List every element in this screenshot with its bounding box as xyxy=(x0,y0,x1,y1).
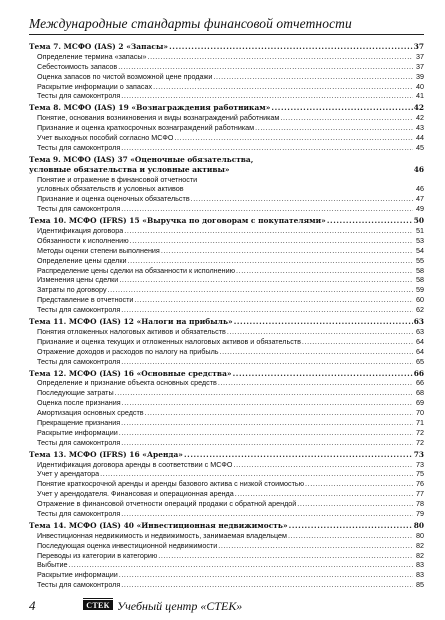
toc-entry-title: Тесты для самоконтроля xyxy=(37,508,121,518)
dot-leader xyxy=(121,438,413,448)
toc-entry-page: 64 xyxy=(416,336,424,346)
toc-entry-title: Признание и оценка оценочных обязательств xyxy=(37,194,190,204)
toc-entry-page: 37 xyxy=(416,61,424,71)
toc-entry xyxy=(29,285,424,295)
toc-entry-page: 41 xyxy=(416,91,424,101)
dot-leader xyxy=(218,541,413,551)
topic-heading-page: 73 xyxy=(413,449,424,459)
toc-entry-page: 53 xyxy=(416,235,424,245)
topic-heading-title: Тема 10. МСФО (IFRS) 15 «Выручка по договорам с покупателями» xyxy=(29,216,326,226)
dot-leader xyxy=(122,398,413,408)
toc-entry-title: Инвестиционная недвижимость и недвижимость, занимаемая владельцем xyxy=(37,530,287,540)
toc-entry xyxy=(29,398,424,408)
toc-entry xyxy=(29,560,424,570)
dot-leader xyxy=(128,256,413,266)
toc-entry xyxy=(29,347,424,357)
dot-leader xyxy=(169,42,413,52)
topic-heading-page: 37 xyxy=(413,42,424,51)
toc-entry-page: 66 xyxy=(416,378,424,388)
toc-entry-title: Понятия отложенных налоговых активов и обязательств xyxy=(37,326,226,336)
toc-entry-page: 47 xyxy=(416,194,424,204)
topic-heading-title: Тема 14. МСФО (IAS) 40 «Инвестиционная недвижимость» xyxy=(29,520,288,530)
toc-entry-page: 63 xyxy=(416,326,424,336)
toc-entry-page: 76 xyxy=(416,479,424,489)
dot-leader xyxy=(161,246,413,256)
dot-leader xyxy=(148,52,413,62)
toc-entry-title: Тесты для самоконтроля xyxy=(37,580,121,590)
toc-entry xyxy=(29,580,424,590)
toc-entry-page: 43 xyxy=(416,123,424,133)
toc-entry-title-line1: Понятие и отражение в финансовой отчетности xyxy=(37,174,198,184)
dot-leader xyxy=(233,369,413,379)
toc-entry-title: Прекращение признания xyxy=(37,417,121,427)
dot-leader xyxy=(115,388,413,398)
toc-entry-page: 83 xyxy=(416,560,424,570)
dot-leader xyxy=(302,337,413,347)
toc-entry xyxy=(29,541,424,551)
topic-heading xyxy=(29,103,424,113)
topic-heading-page: 42 xyxy=(413,103,424,113)
toc-entry xyxy=(29,236,424,246)
toc-entry-title: Отражение доходов и расходов по налогу на прибыль xyxy=(37,346,219,356)
dot-leader xyxy=(327,216,413,226)
toc-entry xyxy=(29,408,424,418)
toc-entry xyxy=(29,378,424,388)
toc-entry-page: 85 xyxy=(416,580,424,590)
toc-entry-title: Распределение цены сделки на обязанности к исполнению xyxy=(37,265,236,275)
toc-entry xyxy=(29,194,424,204)
toc-entry-page: 59 xyxy=(416,285,424,295)
toc-entry-page: 69 xyxy=(416,398,424,408)
dot-leader xyxy=(158,551,413,561)
toc-entry-page: 72 xyxy=(416,427,424,437)
dot-leader xyxy=(213,72,413,82)
toc-entry xyxy=(29,113,424,123)
toc-entry-page: 79 xyxy=(416,508,424,518)
toc-entry-page: 44 xyxy=(416,133,424,143)
toc-entry-page: 51 xyxy=(416,226,424,236)
dot-leader xyxy=(184,450,413,460)
toc-entry-page: 64 xyxy=(416,346,424,356)
toc-entry-page: 60 xyxy=(416,295,424,305)
dot-leader xyxy=(288,531,413,541)
topic-heading xyxy=(29,42,424,52)
toc-entry-title: Выбытие xyxy=(37,560,68,570)
topic-heading-page: 46 xyxy=(413,164,424,174)
toc-entry-page: 45 xyxy=(416,142,424,152)
dot-leader xyxy=(121,509,413,519)
toc-entry-title: Учет выходных пособий согласно МСФО xyxy=(37,133,174,143)
dot-leader xyxy=(153,82,413,92)
toc-entry-page: 40 xyxy=(416,81,424,91)
dot-leader xyxy=(121,580,413,590)
toc-entry xyxy=(29,305,424,315)
toc-entry xyxy=(29,418,424,428)
toc-entry-title: Определение термина «запасы» xyxy=(37,51,147,61)
topic-heading xyxy=(29,369,424,379)
dot-leader xyxy=(69,560,413,570)
dot-leader xyxy=(121,357,413,367)
topic-heading-title: Тема 7. МСФО (IAS) 2 «Запасы» xyxy=(29,42,169,51)
toc-entry-page: 83 xyxy=(416,570,424,580)
dot-leader xyxy=(121,143,413,153)
toc-entry-title: Признание и оценка краткосрочных вознаграждений работникам xyxy=(37,123,255,133)
toc-entry-title: Амортизация основных средств xyxy=(37,408,144,418)
topic-heading-title-line1: Тема 9. МСФО (IAS) 37 «Оценочные обязательства, xyxy=(29,154,254,164)
dot-leader xyxy=(130,236,413,246)
toc-entry xyxy=(29,256,424,266)
toc-entry-title: Методы оценки степени выполнения xyxy=(37,245,160,255)
dot-leader xyxy=(280,113,413,123)
topic-heading xyxy=(29,155,424,175)
toc-entry-title: Раскрытие информации xyxy=(37,570,118,580)
toc-entry-page: 46 xyxy=(416,184,424,194)
toc-entry xyxy=(29,479,424,489)
toc-entry xyxy=(29,489,424,499)
toc-entry xyxy=(29,327,424,337)
toc-entry xyxy=(29,531,424,541)
dot-leader xyxy=(174,133,413,143)
logo-text: СТЕК xyxy=(86,600,110,610)
toc-entry xyxy=(29,62,424,72)
toc-entry-page: 77 xyxy=(416,489,424,499)
topic-heading xyxy=(29,317,424,327)
toc-entry xyxy=(29,295,424,305)
toc-entry xyxy=(29,438,424,448)
toc-entry-title: Себестоимость запасов xyxy=(37,61,118,71)
stek-logo xyxy=(83,600,113,610)
topic-heading-page: 80 xyxy=(413,520,424,530)
topic-heading-page: 63 xyxy=(413,317,424,327)
topic-heading xyxy=(29,450,424,460)
toc-entry-page: 54 xyxy=(416,245,424,255)
toc-entry xyxy=(29,428,424,438)
toc-entry-title: Последующие затраты xyxy=(37,388,114,398)
toc-entry-title: Раскрытие информации о запасах xyxy=(37,81,153,91)
toc-entry-title: Тесты для самоконтроля xyxy=(37,142,121,152)
toc-entry-page: 39 xyxy=(416,71,424,81)
toc-entry xyxy=(29,52,424,62)
dot-leader xyxy=(305,479,413,489)
page-footer xyxy=(29,598,424,614)
topic-heading-title: Тема 12. МСФО (IAS) 16 «Основные средства» xyxy=(29,368,232,378)
dot-leader xyxy=(121,204,413,214)
toc-entry xyxy=(29,337,424,347)
page-number: 4 xyxy=(29,598,36,613)
toc-entry-page: 80 xyxy=(416,530,424,540)
toc-entry xyxy=(29,469,424,479)
toc-entry xyxy=(29,275,424,285)
dot-leader xyxy=(234,317,413,327)
dot-leader xyxy=(235,489,413,499)
topic-heading-title: Тема 8. МСФО (IAS) 19 «Вознаграждения работникам» xyxy=(29,103,271,113)
dot-leader xyxy=(134,295,413,305)
dot-leader xyxy=(220,347,413,357)
dot-leader xyxy=(191,194,413,204)
toc-entry-title: Оценка запасов по чистой возможной цене продажи xyxy=(37,71,213,81)
toc-entry-title-line2: условных обязательств и условных активов xyxy=(37,184,184,194)
toc-entry xyxy=(29,570,424,580)
toc-entry-title: Представление в отчетности xyxy=(37,295,134,305)
dot-leader xyxy=(100,469,413,479)
toc-entry xyxy=(29,551,424,561)
toc-entry xyxy=(29,204,424,214)
toc-entry-page: 58 xyxy=(416,265,424,275)
dot-leader xyxy=(255,123,413,133)
dot-leader xyxy=(119,428,413,438)
dot-leader xyxy=(236,266,413,276)
toc-entry xyxy=(29,133,424,143)
topic-heading-title-line2: условные обязательства и условные активы» xyxy=(29,164,230,174)
topic-heading xyxy=(29,521,424,531)
toc-entry xyxy=(29,499,424,509)
dot-leader xyxy=(227,327,413,337)
toc-entry-title: Оценка после признания xyxy=(37,398,121,408)
toc-entry-title: Тесты для самоконтроля xyxy=(37,305,121,315)
topic-heading-page: 50 xyxy=(413,216,424,226)
toc-entry xyxy=(29,246,424,256)
toc-entry-page: 37 xyxy=(416,51,424,61)
toc-entry-title: Учет у арендодателя. Финансовая и операционная аренда xyxy=(37,489,234,499)
running-header xyxy=(29,6,424,35)
toc-entry-page: 49 xyxy=(416,204,424,214)
toc-entry-title: Идентификация договора xyxy=(37,226,124,236)
toc-entry xyxy=(29,72,424,82)
dot-leader xyxy=(121,305,413,315)
toc-entry-title: Тесты для самоконтроля xyxy=(37,437,121,447)
toc-entry xyxy=(29,460,424,470)
toc-entry-title: Определение цены сделки xyxy=(37,255,127,265)
toc-entry xyxy=(29,226,424,236)
table-of-contents xyxy=(29,42,424,590)
topic-heading-title: Тема 13. МСФО (IFRS) 16 «Аренда» xyxy=(29,449,183,459)
toc-entry-title: Отражение в финансовой отчетности операций продажи с обратной арендой xyxy=(37,499,297,509)
toc-entry-page: 42 xyxy=(416,113,424,123)
toc-entry-title: Понятие, основания возникновения и виды вознаграждений работникам xyxy=(37,113,280,123)
toc-entry-page: 62 xyxy=(416,305,424,315)
toc-entry-title: Тесты для самоконтроля xyxy=(37,204,121,214)
toc-entry xyxy=(29,388,424,398)
dot-leader xyxy=(108,285,413,295)
toc-entry xyxy=(29,357,424,367)
toc-entry-page: 70 xyxy=(416,408,424,418)
toc-entry xyxy=(29,266,424,276)
toc-entry-page: 75 xyxy=(416,469,424,479)
toc-entry-page: 55 xyxy=(416,255,424,265)
toc-entry xyxy=(29,509,424,519)
toc-entry-title: Учет у арендатора xyxy=(37,469,100,479)
dot-leader xyxy=(233,460,413,470)
toc-entry-page: 82 xyxy=(416,550,424,560)
dot-leader xyxy=(119,275,413,285)
topic-heading xyxy=(29,216,424,226)
toc-entry xyxy=(29,82,424,92)
toc-entry-page: 78 xyxy=(416,499,424,509)
dot-leader xyxy=(218,378,413,388)
dot-leader xyxy=(289,521,413,531)
toc-entry-title: Затраты по договору xyxy=(37,285,107,295)
dot-leader xyxy=(145,408,413,418)
toc-entry-title: Понятие краткосрочной аренды и аренды базового актива с низкой стоимостью xyxy=(37,479,305,489)
dot-leader xyxy=(121,418,413,428)
publisher-name: Учебный центр «СТЕК» xyxy=(117,599,243,613)
dot-leader xyxy=(271,103,412,113)
toc-entry xyxy=(29,91,424,101)
dot-leader xyxy=(119,570,413,580)
toc-entry xyxy=(29,143,424,153)
toc-entry xyxy=(29,123,424,133)
toc-entry xyxy=(29,175,424,195)
toc-entry-page: 58 xyxy=(416,275,424,285)
topic-heading-title: Тема 11. МСФО (IAS) 12 «Налоги на прибыль» xyxy=(29,317,233,327)
toc-entry-title: Обязанности к исполнению xyxy=(37,235,129,245)
book-title: Международные стандарты финансовой отчетности xyxy=(29,16,352,31)
toc-entry-title: Тесты для самоконтроля xyxy=(37,356,121,366)
toc-entry-page: 68 xyxy=(416,388,424,398)
toc-entry-page: 71 xyxy=(416,417,424,427)
toc-entry-title: Последующая оценка инвестиционной недвижимости xyxy=(37,540,218,550)
toc-entry-page: 72 xyxy=(416,437,424,447)
toc-entry-title: Переводы из категории в категорию xyxy=(37,550,158,560)
toc-entry-title: Признание и оценка текущих и отложенных налоговых активов и обязательств xyxy=(37,336,301,346)
toc-entry-page: 82 xyxy=(416,540,424,550)
toc-entry-title: Раскрытие информации xyxy=(37,427,118,437)
toc-entry-title: Тесты для самоконтроля xyxy=(37,91,121,101)
toc-entry-page: 65 xyxy=(416,356,424,366)
dot-leader xyxy=(121,91,413,101)
dot-leader xyxy=(118,62,413,72)
toc-entry-title: Изменения цены сделки xyxy=(37,275,119,285)
topic-heading-page: 66 xyxy=(413,368,424,378)
toc-entry-title: Определение и признание объекта основных средств xyxy=(37,378,217,388)
dot-leader xyxy=(124,226,413,236)
toc-entry-page: 73 xyxy=(416,459,424,469)
dot-leader xyxy=(297,499,413,509)
toc-entry-title: Идентификация договора аренды в соответствии с МСФО xyxy=(37,459,233,469)
